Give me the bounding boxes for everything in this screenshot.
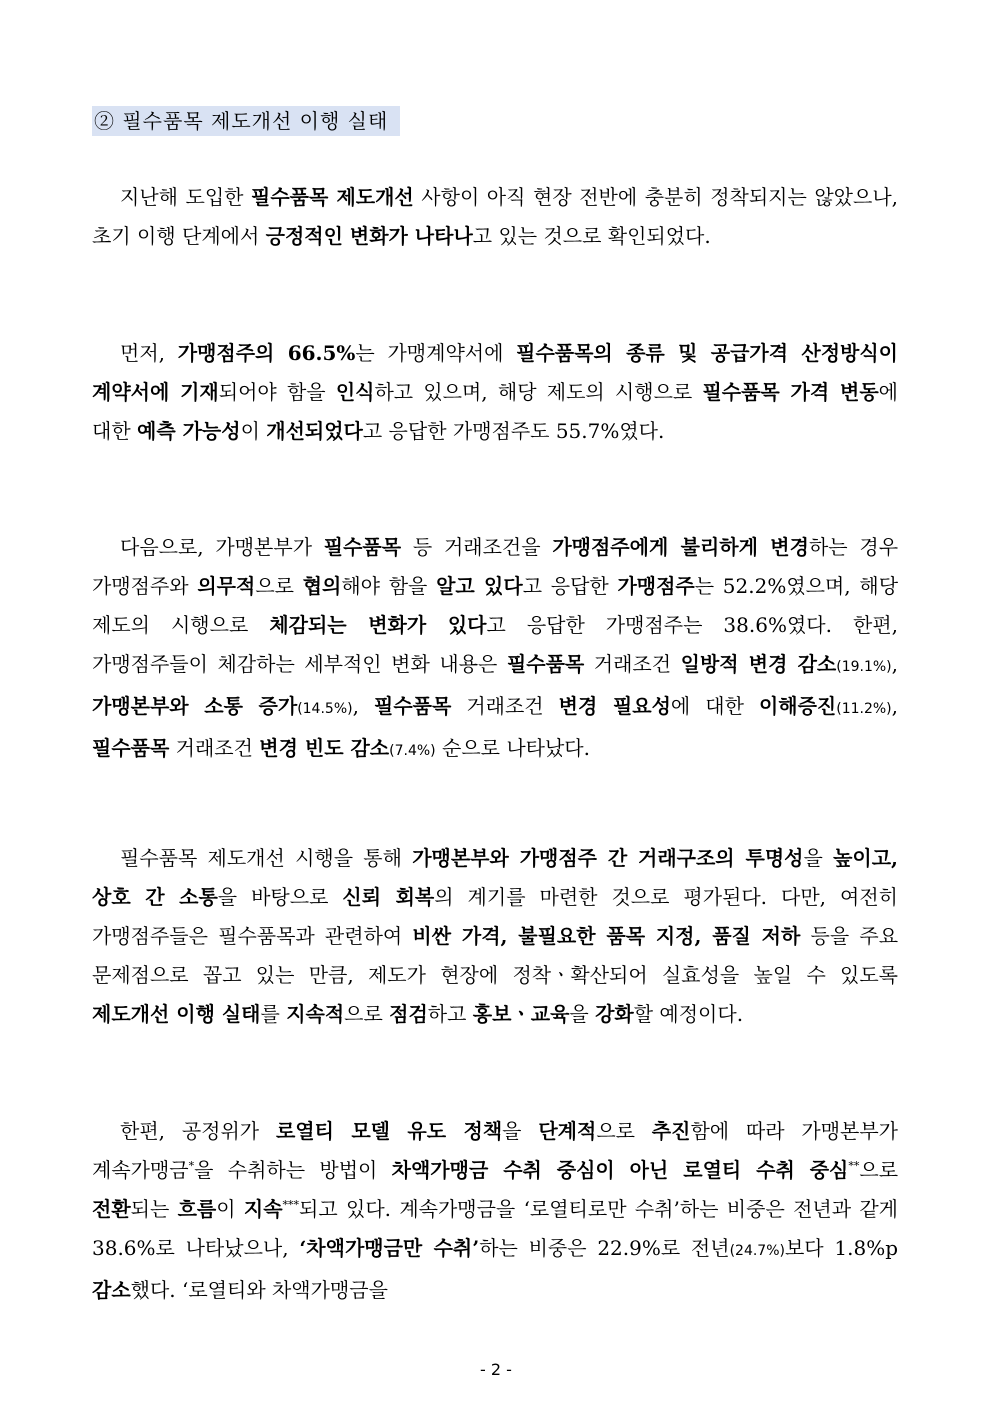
bold-phrase: 필수품목 가격 변동 — [702, 380, 879, 404]
bold-phrase: 제도개선 이행 실태 — [92, 1002, 261, 1026]
percentage-note: (24.7%) — [729, 1243, 785, 1259]
text-run: 거래조건 — [169, 736, 260, 760]
text-run: 고 응답한 가맹점주는 38.6%였다. 한편, 가맹점주들이 체감하는 세부적인 변화 내용은 — [92, 613, 898, 676]
bold-phrase: 흐름 — [177, 1197, 217, 1221]
text-run: 이 — [216, 1197, 244, 1221]
bold-phrase: 개선되었다 — [266, 419, 363, 443]
bold-phrase: 긍정적인 변화가 나타나 — [265, 224, 473, 248]
text-run: , — [891, 694, 898, 718]
bold-phrase: 체감되는 변화가 있다 — [269, 613, 487, 637]
text-run: 필수품목 제도개선 시행을 통해 — [120, 846, 413, 870]
bold-phrase: 인식 — [335, 380, 375, 404]
text-run: 하는 경우 가맹점주와 — [92, 535, 899, 598]
text-run: 다음으로, 가맹본부가 — [120, 535, 324, 559]
bold-phrase: 필수품목 제도개선 — [251, 185, 414, 209]
text-run: 으로 — [859, 1158, 899, 1182]
text-run: 거래조건 — [451, 694, 559, 718]
text-run: 할 예정이다. — [633, 1002, 744, 1026]
bold-phrase: 점검 — [389, 1002, 428, 1026]
bold-phrase: 변경 빈도 감소 — [259, 736, 390, 760]
text-run: 을 — [569, 1002, 596, 1026]
text-run: 으로 — [344, 1002, 390, 1026]
bold-phrase: 차액가맹금 수취 중심이 아닌 로열티 수취 중심 — [391, 1158, 849, 1182]
section-heading: ② 필수품목 제도개선 이행 실태 — [92, 106, 400, 136]
paragraph-intro — [92, 178, 898, 256]
paragraph-evaluation — [92, 839, 898, 1034]
text-run: 했다. ‘로열티와 차액가맹금을 — [130, 1278, 388, 1302]
text-run: 을 수취하는 방법이 — [194, 1158, 392, 1182]
bold-phrase: 로열티 모델 유도 정책 — [275, 1119, 503, 1143]
text-run: 하고 — [427, 1002, 473, 1026]
text-run: 먼저, — [120, 341, 178, 365]
bold-phrase: 가맹점주에게 불리하게 변경 — [552, 535, 809, 559]
bold-phrase: ‘차액가맹금만 수취’ — [299, 1236, 480, 1260]
bold-phrase: 일방적 변경 감소 — [680, 652, 837, 676]
text-run: 을 — [803, 846, 834, 870]
text-run: 으로 — [596, 1119, 652, 1143]
text-run: 을 — [502, 1119, 539, 1143]
text-run: 하고 있으며, 해당 제도의 시행으로 — [374, 380, 703, 404]
text-run: 지난해 도입한 — [120, 185, 252, 209]
text-run: 에 대한 — [670, 694, 759, 718]
bold-phrase: 협의 — [302, 574, 342, 598]
text-run: 고 응답한 가맹점주도 55.7%였다. — [362, 419, 665, 443]
footnote-marker: ** — [848, 1159, 860, 1173]
text-run: 되는 — [130, 1197, 178, 1221]
text-run: 를 — [260, 1002, 287, 1026]
footnote-marker: * — [188, 1159, 195, 1173]
bold-phrase: 가맹본부와 가맹점주 간 거래구조의 투명성 — [412, 846, 804, 870]
paragraph-price-predictability — [92, 334, 898, 451]
bold-phrase: 이해증진 — [758, 694, 837, 718]
bold-phrase: 신뢰 회복 — [342, 885, 435, 909]
bold-phrase: 지속 — [243, 1197, 283, 1221]
percentage-note: (14.5%) — [297, 701, 353, 717]
bold-phrase: 높이고, 상호 간 소통 — [92, 846, 898, 909]
bold-phrase: 추진 — [651, 1119, 691, 1143]
paragraph-consultation-duty — [92, 528, 898, 771]
percentage-note: (19.1%) — [836, 659, 892, 675]
bold-phrase: 알고 있다 — [436, 574, 523, 598]
bold-phrase: 필수품목 — [323, 535, 402, 559]
paragraph-royalty-model — [92, 1112, 898, 1310]
text-run: 보다 1.8%p — [784, 1236, 898, 1260]
bold-phrase: 강화 — [595, 1002, 634, 1026]
text-run: 되어야 함을 — [218, 380, 336, 404]
text-run: 등 거래조건을 — [401, 535, 553, 559]
bold-phrase: 전환 — [92, 1197, 131, 1221]
text-run: 고 있는 것으로 확인되었다. — [472, 224, 711, 248]
page-number: - 2 - — [480, 1360, 512, 1379]
bold-phrase: 가맹본부와 소통 증가 — [92, 694, 298, 718]
bold-phrase: 의무적 — [197, 574, 256, 598]
bold-phrase: 홍보ㆍ교육 — [472, 1002, 570, 1026]
bold-phrase: 필수품목 — [92, 736, 170, 760]
percentage-note: (11.2%) — [836, 701, 892, 717]
bold-phrase: 가맹점주의 66.5% — [177, 341, 356, 365]
percentage-note: (7.4%) — [389, 743, 436, 759]
text-run: 함에 따라 가맹본부가 계속가맹금 — [92, 1119, 898, 1182]
bold-phrase: 예측 가능성 — [137, 419, 241, 443]
text-run: 되고 있다. 계속가맹금을 ‘로열티로만 수취’하는 비중은 전년과 같게 38.6%로 나타났으나, — [92, 1197, 899, 1260]
footnote-marker: *** — [282, 1198, 300, 1212]
text-run: 고 응답한 — [522, 574, 618, 598]
text-run: 순으로 나타났다. — [435, 736, 590, 760]
text-run: , — [352, 694, 374, 718]
text-run: 에 대한 — [92, 380, 898, 443]
text-run: 의 계기를 마련한 것으로 평가된다. 다만, 여전히 가맹점주들은 필수품목과 관련하여 — [92, 885, 898, 948]
bold-phrase: 가맹점주 — [617, 574, 695, 598]
text-run: 는 52.2%였으며, 해당 제도의 시행으로 — [92, 574, 899, 637]
text-run: 등을 주요 문제점으로 꼽고 있는 만큼, 제도가 현장에 정착ㆍ확산되어 실효성을 높일 수 있도록 — [92, 924, 899, 987]
bold-phrase: 단계적 — [538, 1119, 597, 1143]
bold-phrase: 감소 — [92, 1278, 131, 1302]
bold-phrase: 필수품목의 종류 및 공급가격 산정방식이 계약서에 기재 — [92, 341, 898, 404]
text-run: 사항이 아직 현장 전반에 충분히 정착되지는 않았으나, 초기 이행 단계에서 — [92, 185, 898, 248]
text-run: 이 — [240, 419, 267, 443]
bold-phrase: 비싼 가격, 불필요한 품목 지정, 품질 저하 — [412, 924, 801, 948]
text-run: 한편, 공정위가 — [120, 1119, 276, 1143]
bold-phrase: 지속적 — [286, 1002, 345, 1026]
text-run: 해야 함을 — [341, 574, 437, 598]
text-run: 거래조건 — [584, 652, 681, 676]
text-run: 으로 — [255, 574, 303, 598]
bold-phrase: 필수품목 — [374, 694, 452, 718]
text-run: 하는 비중은 22.9%로 전년 — [479, 1236, 730, 1260]
bold-phrase: 필수품목 — [506, 652, 585, 676]
text-run: 을 바탕으로 — [217, 885, 343, 909]
text-run: 는 가맹계약서에 — [355, 341, 517, 365]
bold-phrase: 변경 필요성 — [558, 694, 671, 718]
text-run: , — [891, 652, 898, 676]
